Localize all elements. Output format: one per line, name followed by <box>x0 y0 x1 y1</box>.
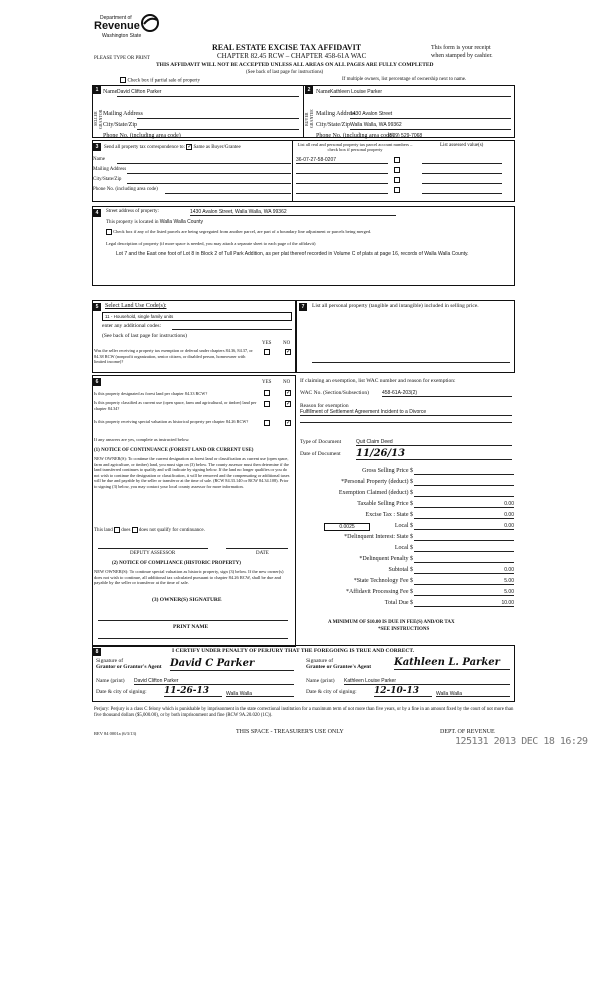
grantee-date-label: Date & city of signing: <box>306 689 357 695</box>
warning-text: THIS AFFIDAVIT WILL NOT BE ACCEPTED UNLESS ALL AREAS ON ALL PAGES ARE FULLY COMPLETED <box>156 62 434 68</box>
deputy-assessor-label: DEPUTY ASSESSOR <box>130 551 176 556</box>
parcel-3-personal-checkbox[interactable] <box>394 177 400 183</box>
receipt-line-2: when stamped by cashier. <box>431 53 493 59</box>
section-3-number: 3 <box>93 143 101 151</box>
tax-row: Subtotal $ 0.00 <box>388 567 514 573</box>
sec6-q2-yes-checkbox[interactable] <box>264 401 270 407</box>
wac-label: WAC No. (Section/Subsection) <box>300 390 369 396</box>
tax-value[interactable] <box>414 545 514 552</box>
parcel-4-personal-checkbox[interactable] <box>394 187 400 193</box>
owner-signature-title: (3) OWNER(S) SIGNATURE <box>152 597 222 603</box>
grantee-sig-label: Signature of <box>306 658 334 664</box>
parcel-number-2[interactable] <box>296 167 388 174</box>
buyer-name-field[interactable]: Kathleen Louise Parker <box>330 89 511 97</box>
seller-side-label: SELLER GRANTOR <box>93 109 103 129</box>
does-not-checkbox[interactable] <box>132 527 138 533</box>
send-correspondence: Send all property tax correspondence to: ✓ Same as Buyer/Grantee <box>104 144 241 151</box>
parcel-number-4[interactable] <box>296 187 388 194</box>
tax-table <box>300 468 514 608</box>
buyer-phone-field[interactable]: (509) 529-7068 <box>388 133 511 141</box>
additional-codes-label: enter any additional codes: <box>102 323 162 329</box>
street-field[interactable]: 1430 Avalon Street, Walla Walla, WA 99362 <box>190 209 396 216</box>
buyer-side-label: BUYER GRANTEE <box>304 109 314 129</box>
segregated-label: Check box if any of the listed parcels are being segregated from another parcel, are part of a boundary line adjustment or parcels being merged. <box>113 229 372 235</box>
tax-value[interactable]: 5.00 <box>414 589 514 596</box>
reason-label: Reason for exemption <box>300 403 349 409</box>
section-2-number: 2 <box>305 86 313 94</box>
tax-value[interactable] <box>414 479 514 486</box>
parcel-1-personal-checkbox[interactable] <box>394 157 400 163</box>
sec6-ifany: If any answers are yes, complete as instructed below. <box>94 437 190 442</box>
grantor-city-field[interactable]: Walla Walla <box>226 691 294 697</box>
legal-desc-label: Legal description of property (if more space is needed, you may attach a separate sheet to each page of the affidavit) <box>106 241 316 246</box>
sec3-address-label: Mailing Address <box>93 167 127 172</box>
deputy-date-line[interactable] <box>226 548 288 549</box>
does-label: does <box>121 528 131 534</box>
seller-name-field[interactable]: David Clifton Parker <box>117 89 299 97</box>
section-6-box <box>92 375 296 647</box>
multiple-owners-note: If multiple owners, list percentage of ownership next to name. <box>342 77 467 82</box>
grantor-name-label: Name (print) <box>96 678 125 684</box>
dept-revenue-label: DEPT. OF REVENUE <box>440 729 495 735</box>
owner-signature-line[interactable] <box>98 620 288 621</box>
sec5-no-checkbox[interactable]: ✓ <box>286 349 292 355</box>
tax-value[interactable] <box>414 468 514 475</box>
form-revision: REV 84 0001a (6/3/13) <box>94 731 137 736</box>
tax-row: *Delinquent Interest: State $ <box>300 534 514 544</box>
tax-row: Gross Selling Price $ <box>300 468 514 478</box>
sec6-q2-no-checkbox[interactable]: ✓ <box>286 401 292 407</box>
doc-date-label: Date of Document <box>300 451 341 457</box>
sec6-q1-yes-checkbox[interactable] <box>264 390 270 396</box>
parcel-number-1[interactable]: 36-07-27-58-0207 <box>296 157 388 164</box>
grantee-sig-label-2: Grantee or Grantee's Agent <box>306 664 372 670</box>
seller-city-field[interactable] <box>137 122 299 130</box>
section-5-number: 5 <box>93 303 101 311</box>
exemption-heading: If claiming an exemption, list WAC number and reason for exemption: <box>300 378 456 384</box>
dor-logo <box>94 14 166 48</box>
seller-name-label: Name <box>103 89 118 95</box>
receipt-line-1: This form is your receipt <box>431 45 491 51</box>
doc-type-field[interactable]: Quit Claim Deed <box>356 439 512 446</box>
notice-2-title: (2) NOTICE OF COMPLIANCE (HISTORIC PROPERTY) <box>112 561 241 566</box>
tax-row: Exemption Claimed (deduct) $ <box>300 490 514 500</box>
sec3-name-label: Name <box>93 157 105 162</box>
parcel-2-personal-checkbox[interactable] <box>394 167 400 173</box>
buyer-phone-label: Phone No. (including area code) <box>316 133 394 139</box>
seller-city-label: City/State/Zip <box>103 122 137 128</box>
partial-sale-checkbox[interactable] <box>120 77 126 83</box>
reason-field[interactable]: Fulfillment of Settlement Agreement Incident to a Divorce <box>300 409 512 416</box>
sec5-no-label: NO <box>283 341 291 346</box>
same-as-buyer-checkbox[interactable]: ✓ <box>187 144 193 150</box>
deputy-assessor-line[interactable] <box>98 548 208 549</box>
assessed-value-4[interactable] <box>422 187 502 194</box>
form-subtitle: CHAPTER 82.45 RCW – CHAPTER 458-61A WAC <box>217 52 367 60</box>
tax-row: Local $ <box>300 545 514 555</box>
notice-2-text: NEW OWNER(S): To continue special valuation as historic property, sign (3) below. If the new owner(s) does not wish to continue, all additional tax calculated pursuant to chapter 84.26 RCW, shall be due and payable by the seller or transferor at the time of sale. <box>94 569 284 585</box>
assessed-value-3[interactable] <box>422 177 502 184</box>
grantor-sig-label: Signature of <box>96 658 124 664</box>
see-instructions-note: *SEE INSTRUCTIONS <box>378 627 430 632</box>
tax-row: *State Technology Fee $ 5.00 <box>353 578 514 584</box>
assessed-value-2[interactable] <box>422 167 502 174</box>
type-print-label: PLEASE TYPE OR PRINT <box>94 56 150 61</box>
assessed-header: List assessed value(s) <box>440 143 484 148</box>
legal-desc-field[interactable]: Lot 7 and the East one foot of Lot 8 in Block 2 of Tull Park Addition, as per plat thereof recorded in Volume C of plats at page 16, records of Walla Walla County. <box>116 251 469 257</box>
sec6-no-label: NO <box>283 380 291 385</box>
buyer-address-field[interactable]: 1430 Avalon Street <box>350 111 511 119</box>
tax-value[interactable]: 10.00 <box>414 600 514 607</box>
see-back-text: (See back of last page for instructions) <box>246 70 324 75</box>
grantor-sig-label-2: Grantor or Grantor's Agent <box>96 664 162 670</box>
tax-value[interactable] <box>414 534 514 541</box>
sec6-q2: Is this property classified as current use (open space, farm and agricultural, or timber) land per chapter 84.34? <box>94 400 257 411</box>
sec5-yes-checkbox[interactable] <box>264 349 270 355</box>
tax-value[interactable] <box>414 490 514 497</box>
form-title: REAL ESTATE EXCISE TAX AFFIDAVIT <box>212 43 362 52</box>
swoosh-logo-icon <box>140 14 160 32</box>
seller-address-field[interactable] <box>137 111 299 119</box>
treasurer-stamp: 125131 2013 DEC 18 16:29 <box>455 736 588 747</box>
sec6-q3-no-checkbox[interactable]: ✓ <box>286 420 292 426</box>
tax-value[interactable]: 5.00 <box>414 578 514 585</box>
reason-field-2[interactable] <box>300 422 512 423</box>
section-4-box <box>92 206 515 286</box>
tax-row: *Delinquent Penalty $ <box>300 556 514 566</box>
buyer-city-label: City/State/Zip <box>316 122 350 128</box>
sec3-phone-field[interactable] <box>165 187 291 194</box>
sec6-q1-no-checkbox[interactable]: ✓ <box>286 390 292 396</box>
section-4-number: 4 <box>93 209 101 217</box>
doc-date-field[interactable]: 11/26/13 <box>356 448 512 460</box>
seller-address-label: Mailing Address <box>103 111 143 117</box>
print-name-label: PRINT NAME <box>173 624 209 630</box>
does-checkbox[interactable] <box>114 527 120 533</box>
sec5-see-back: (See back of last page for instructions) <box>102 333 187 339</box>
tax-row: *Affidavit Processing Fee $ 5.00 <box>345 589 514 595</box>
wa-state-label: Washington State <box>102 33 142 39</box>
buyer-address-label: Mailing Address <box>316 111 356 117</box>
section-8-number: 8 <box>93 648 101 656</box>
treasurer-space: THIS SPACE - TREASURER'S USE ONLY <box>236 729 344 735</box>
sec3-phone-label: Phone No. (including area code) <box>93 187 158 192</box>
sec6-yes-label: YES <box>262 380 272 385</box>
local-rate-field[interactable]: 0.0025 <box>324 523 370 531</box>
notice-1-title: (1) NOTICE OF CONTINUANCE (FOREST LAND OR CURRENT USE) <box>94 448 254 453</box>
minimum-due-note: A MINIMUM OF $10.00 IS DUE IN FEE(S) AND/OR TAX <box>328 620 455 625</box>
sec3-city-label: City/State/Zip <box>93 177 122 182</box>
dept-of-label: Department of <box>100 15 132 21</box>
tax-row: Total Due $ 10.00 <box>384 600 514 606</box>
sec3-name-field[interactable] <box>117 157 291 164</box>
sec3-address-field[interactable] <box>127 167 291 174</box>
land-use-code-field[interactable]: 11 - Household, single family units <box>102 312 292 321</box>
grantee-name-label: Name (print) <box>306 678 335 684</box>
grantor-signature[interactable]: David C Parker <box>170 658 294 671</box>
county-field[interactable]: Walla Walla County <box>159 219 204 225</box>
street-label: Street address of property: <box>106 209 159 214</box>
tax-value[interactable]: 0.00 <box>414 501 514 508</box>
personal-property-line[interactable] <box>312 362 510 363</box>
segregated-checkbox[interactable] <box>106 229 112 235</box>
doc-type-label: Type of Document <box>300 439 342 445</box>
partial-sale-label: Check box if partial sale of property <box>127 78 200 84</box>
print-name-line[interactable] <box>98 638 288 639</box>
does-not-label: does not qualify for continuance. <box>138 528 205 534</box>
grantee-date-field[interactable]: 12-10-13 <box>374 686 432 697</box>
tax-row: Taxable Selling Price $ 0.00 <box>357 501 514 507</box>
section-6-number: 6 <box>93 378 101 386</box>
grantor-date-label: Date & city of signing: <box>96 689 147 695</box>
parcel-number-3[interactable] <box>296 177 388 184</box>
partial-sale-check[interactable] <box>120 77 200 83</box>
buyer-city-field[interactable]: Walla Walla, WA 99362 <box>350 122 511 130</box>
tax-row: Excise Tax : State $ 0.00 <box>365 512 514 518</box>
grantee-signature[interactable]: Kathleen L. Parker <box>394 657 510 670</box>
sec5-question: Was the seller receiving a property tax exemption or deferral under chapters 84.36, 84.37, or 84.38 RCW (nonprofit organization, senior citizen, or disabled person, homeowner with limited income)? <box>94 348 253 364</box>
land-use-select-label: Select Land Use Code(s): <box>105 303 167 309</box>
notice-1-text: NEW OWNER(S): To continue the current designation as forest land or classification as current use (open space, farm and agriculture, or timber) land, you must sign on (3) below. The county assessor must then determine if the land transferred continues to qualify and will indicate by signing below. If the land no longer qualifies or you do not wish to continue the designation or classification, it will be removed and the compensating or additional taxes will be due and payable by the seller or transferor at the time of sale. (RCW 84.33.140 or RCW 84.34.108). Prior to signing (3) below, you may contact your local county assessor for more information. <box>94 456 290 489</box>
grantee-name-field[interactable]: Kathleen Louise Parker <box>344 678 510 685</box>
tax-value[interactable]: 0.00 <box>414 523 514 530</box>
certify-text: I CERTIFY UNDER PENALTY OF PERJURY THAT THE FOREGOING IS TRUE AND CORRECT. <box>172 648 415 654</box>
sec6-q3: Is this property receiving special valuation as historical property per chapter 84.26 RCW? <box>94 419 249 424</box>
seller-phone-label: Phone No. (including area code) <box>103 133 181 139</box>
revenue-label: Revenue <box>94 20 140 32</box>
assessed-value-1[interactable] <box>422 157 502 164</box>
tax-value[interactable]: 0.00 <box>414 567 514 574</box>
tax-value[interactable] <box>414 556 514 563</box>
sec5-yes-label: YES <box>262 341 272 346</box>
deputy-date-label: DATE <box>256 551 269 556</box>
sec6-q1: Is this property designated as forest land per chapter 84.33 RCW? <box>94 391 208 396</box>
section-7-number: 7 <box>299 303 307 311</box>
additional-codes-field[interactable] <box>172 323 292 330</box>
located-label: This property is located in <box>106 220 159 225</box>
grantor-name-field[interactable]: David Clifton Parker <box>134 678 294 685</box>
tax-value[interactable]: 0.00 <box>414 512 514 519</box>
sec3-city-field[interactable] <box>127 177 291 184</box>
grantee-city-field[interactable]: Walla Walla <box>436 691 510 697</box>
tax-row: 0.0025 Local $ 0.00 <box>300 523 514 533</box>
this-land-label: This land <box>94 528 113 534</box>
section-1-number: 1 <box>93 86 101 94</box>
parcel-header: List all real and personal property tax parcel account numbers – check box if personal property <box>297 142 413 152</box>
personal-property-text: List all personal property (tangible and intangible) included in selling price. <box>312 303 479 309</box>
tax-row: *Personal Property (deduct) $ <box>300 479 514 489</box>
perjury-text: Perjury: Perjury is a class C felony which is punishable by imprisonment in the state correctional institution for a maximum term of not more than five years, or by a fine in an amount fixed by the court of not more than five thousand dollars ($5,000.00), or by both imprisonment and fine (RCW 9A.20.020 (1C)). <box>94 707 514 718</box>
wac-field[interactable]: 458-61A-203(2) <box>382 390 512 397</box>
grantor-date-field[interactable]: 11-26-13 <box>164 686 222 697</box>
buyer-name-label: Name <box>316 89 331 95</box>
sec6-q3-yes-checkbox[interactable] <box>264 420 270 426</box>
